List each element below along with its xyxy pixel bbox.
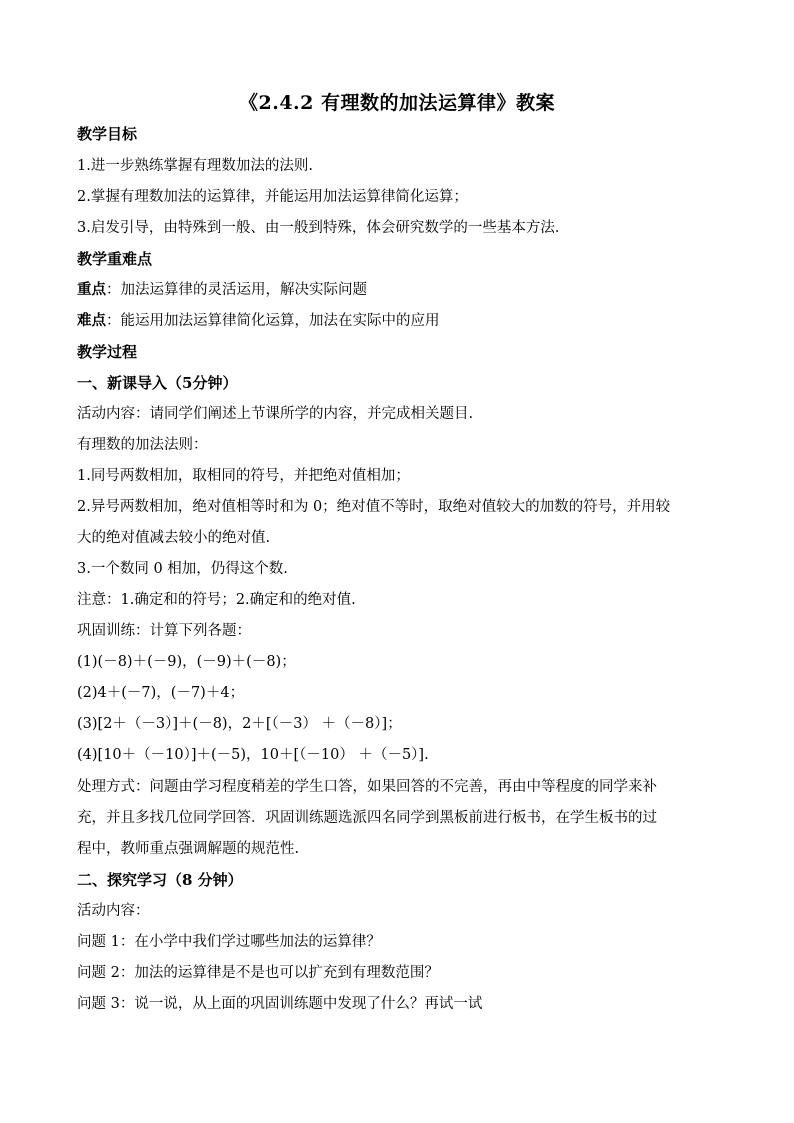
method-line-1: 处理方式：问题由学习程度稍差的学生口答，如果回答的不完善，再由中等程度的同学来补 [77,779,657,795]
key-label: 重点 [77,281,106,298]
process-heading: 教学过程 [77,343,138,361]
rule-3: 3.一个数同 0 相加，仍得这个数. [77,561,288,577]
practice: 巩固训练：计算下列各题： [77,623,251,639]
exercise-3: (3)[2＋（－3）]＋(－8)，2＋[（－3） ＋（－8）]； [77,716,402,732]
exercise-2: (2)4＋(－7)，(－7)＋4； [77,685,245,701]
key-points-heading: 教学重难点 [77,250,153,268]
question-3: 问题 3：说一说，从上面的巩固训练题中发现了什么？再试一试 [77,996,483,1012]
key-text: ：加法运算律的灵活运用，解决实际问题 [106,282,367,298]
exercise-4: (4)[10＋（－10）]＋(－5)，10＋[（－10） ＋（－5）]. [77,747,429,763]
goals-heading: 教学目标 [77,125,138,143]
question-2: 问题 2：加法的运算律是不是也可以扩充到有理数范围？ [77,965,439,981]
rule-1: 1.同号两数相加，取相同的符号，并把绝对值相加； [77,468,410,484]
method-line-3: 程中，教师重点强调解题的规范性. [77,841,300,857]
rule-2a: 2.异号两数相加，绝对值相等时和为 0；绝对值不等时，取绝对值较大的加数的符号，并用较 [77,499,671,515]
key-point [77,280,727,300]
activity-1: 活动内容：请同学们阐述上节课所学的内容，并完成相关题目. [77,406,474,422]
difficulty-point [77,311,727,331]
activity-2: 活动内容： [77,903,150,919]
goal-2: 2.掌握有理数加法的运算律，并能运用加法运算律简化运算； [77,189,468,205]
goal-3: 3.启发引导，由特殊到一般、由一般到特殊，体会研究数学的一些基本方法． [77,220,570,236]
page-title: 《2.4.2 有理数的加法运算律》教案 [238,92,555,114]
rule-heading: 有理数的加法法则： [77,437,208,453]
exercise-1: (1)(－8)＋(－9)，(－9)＋(－8)； [77,654,296,670]
part1-heading: 一、新课导入（5分钟） [77,374,238,392]
goal-1: 1.进一步熟练掌握有理数加法的法则. [77,158,313,174]
note: 注意：1.确定和的符号；2.确定和的绝对值. [77,592,356,608]
difficulty-label: 难点 [77,312,106,329]
method-line-2: 充，并且多找几位同学回答．巩固训练题选派四名同学到黑板前进行板书，在学生板书的过 [77,810,657,826]
difficulty-text: ：能运用加法运算律简化运算，加法在实际中的应用 [106,313,440,329]
rule-2b: 大的绝对值减去较小的绝对值. [77,530,271,546]
question-1: 问题 1：在小学中我们学过哪些加法的运算律？ [77,934,381,950]
part2-heading: 二、探究学习（8 分钟） [77,871,243,889]
